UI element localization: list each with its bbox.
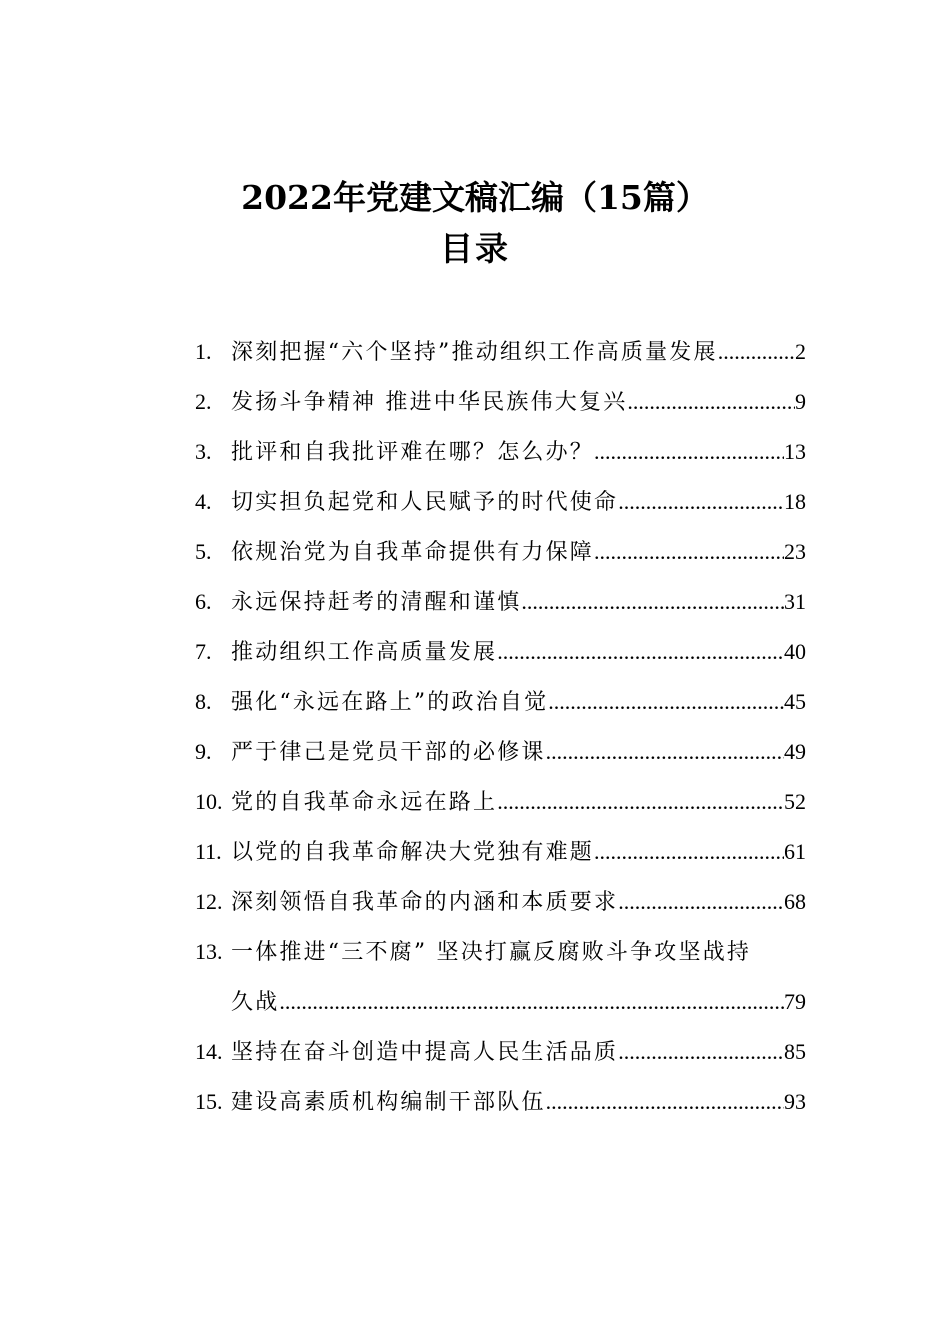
toc-entry-number: 12.: [195, 889, 223, 914]
toc-entry-number: 13.: [195, 939, 223, 964]
toc-entry-title: 严于律己是党员干部的必修课: [231, 740, 546, 765]
toc-entry-page: 2: [795, 339, 806, 364]
document-title: 2022年党建文稿汇编（15篇）: [241, 178, 709, 217]
toc-entry-number: 10.: [195, 789, 223, 814]
toc-entry-page: 13: [784, 439, 806, 464]
toc-entry-page: 52: [784, 789, 806, 814]
dot-leader: [497, 777, 784, 827]
dot-leader: [594, 527, 784, 577]
toc-entry-12[interactable]: [195, 877, 806, 927]
toc-entry-title: 深刻把握“六个坚持”推动组织工作高质量发展: [231, 340, 718, 365]
toc-entry-10[interactable]: [195, 777, 806, 827]
toc-entry-page: 93: [784, 1089, 806, 1114]
toc-entry-page: 85: [784, 1039, 806, 1064]
toc-entry-title-line1: 一体推进“三不腐” 坚决打赢反腐败斗争攻坚战持: [231, 940, 752, 965]
toc-entry-number: 4.: [195, 489, 212, 514]
toc-entry-number: 6.: [195, 589, 212, 614]
toc-entry-title: 依规治党为自我革命提供有力保障: [231, 540, 595, 565]
toc-entry-14[interactable]: [195, 1027, 806, 1077]
toc-entry-7[interactable]: [195, 627, 806, 677]
toc-entry-number: 14.: [195, 1039, 223, 1064]
toc-entry-5[interactable]: [195, 527, 806, 577]
toc-entry-number: 2.: [195, 389, 212, 414]
dot-leader: [618, 1027, 784, 1077]
dot-leader: [546, 1077, 784, 1127]
toc-entry-title: 强化“永远在路上”的政治自觉: [231, 690, 549, 715]
toc-entry-title: 批评和自我批评难在哪？怎么办？: [231, 440, 595, 465]
dot-leader: [546, 727, 784, 777]
toc-entry-page: 79: [784, 989, 806, 1014]
toc-entry-page: 31: [784, 589, 806, 614]
toc-entry-title: 推动组织工作高质量发展: [231, 640, 498, 665]
toc-entry-9[interactable]: [195, 727, 806, 777]
dot-leader: [497, 627, 784, 677]
toc-entry-page: 9: [795, 389, 806, 414]
toc-entry-number: 8.: [195, 689, 212, 714]
toc-entry-title: 切实担负起党和人民赋予的时代使命: [231, 490, 619, 515]
dot-leader: [594, 827, 784, 877]
toc-entry-page: 68: [784, 889, 806, 914]
toc-entry-3[interactable]: [195, 427, 806, 477]
dot-leader: [548, 677, 784, 727]
toc-entry-page: 45: [784, 689, 806, 714]
toc-entry-page: 18: [784, 489, 806, 514]
dot-leader: [594, 427, 784, 477]
toc-entry-title: 坚持在奋斗创造中提高人民生活品质: [231, 1040, 619, 1065]
dot-leader: [521, 577, 784, 627]
dot-leader: [627, 377, 795, 427]
toc-entry-title-line2: 久战: [231, 990, 280, 1015]
toc-entry-page: 49: [784, 739, 806, 764]
toc-entry-title: 以党的自我革命解决大党独有难题: [231, 840, 595, 865]
toc-entry-number: 9.: [195, 739, 212, 764]
toc-entry-13-continued[interactable]: [195, 977, 806, 1027]
toc-entry-page: 23: [784, 539, 806, 564]
toc-entry-2[interactable]: [195, 377, 806, 427]
toc-entry-6[interactable]: [195, 577, 806, 627]
dot-leader: [279, 977, 784, 1027]
toc-heading: 目录: [440, 229, 510, 268]
toc-entry-title: 发扬斗争精神 推进中华民族伟大复兴: [231, 390, 628, 415]
toc-entry-number: 3.: [195, 439, 212, 464]
toc-entry-number: 5.: [195, 539, 212, 564]
toc-entry-1[interactable]: [195, 327, 806, 377]
toc-entry-13[interactable]: [195, 927, 806, 977]
dot-leader: [618, 877, 784, 927]
toc-entry-page: 40: [784, 639, 806, 664]
toc-entry-15[interactable]: [195, 1077, 806, 1127]
toc-entry-title: 永远保持赶考的清醒和谨慎: [231, 590, 522, 615]
toc-entry-page: 61: [784, 839, 806, 864]
toc-entry-number: 11.: [195, 839, 222, 864]
table-of-contents: [195, 327, 806, 1127]
toc-entry-number: 7.: [195, 639, 212, 664]
toc-entry-title: 建设高素质机构编制干部队伍: [231, 1090, 546, 1115]
toc-entry-title: 党的自我革命永远在路上: [231, 790, 498, 815]
toc-entry-title: 深刻领悟自我革命的内涵和本质要求: [231, 890, 619, 915]
dot-leader: [718, 327, 795, 377]
toc-entry-11[interactable]: [195, 827, 806, 877]
toc-entry-4[interactable]: [195, 477, 806, 527]
toc-entry-8[interactable]: [195, 677, 806, 727]
toc-entry-number: 15.: [195, 1089, 223, 1114]
toc-entry-number: 1.: [195, 339, 212, 364]
dot-leader: [618, 477, 784, 527]
